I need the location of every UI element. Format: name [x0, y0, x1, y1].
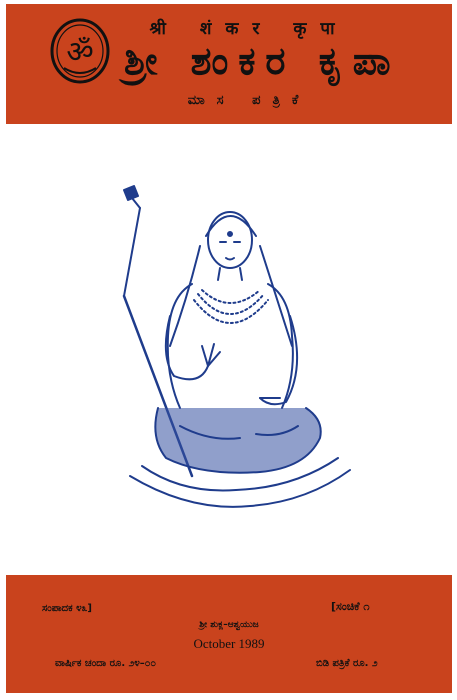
emblem-glyph: ॐ — [66, 35, 94, 70]
hindi-title: श्री शंकर कृपा — [149, 19, 349, 39]
editor-label: ಸಂಪಾದಕ ೪೩] — [42, 603, 92, 614]
annual-subscription: ವಾರ್ಷಿಕ ಚಂದಾ ರೂ. ೨೪–೦೦ — [55, 658, 156, 669]
kannada-subtitle: ಮಾಸ ಪತ್ರಿಕೆ — [187, 93, 311, 108]
masthead — [6, 4, 452, 124]
issue-label: [ಸಂಚಿಕೆ ೧ — [331, 600, 370, 613]
kannada-title: ಶ್ರೀ ಶಂಕರ ಕೃಪಾ — [124, 39, 401, 83]
issue-date: October 1989 — [193, 636, 265, 651]
era-text: ಶ್ರೀ ಶುಕ್ಲ–ಆಶ್ವಯುಜ — [199, 620, 259, 630]
shankaracharya-portrait — [110, 176, 360, 516]
single-copy-price: ಬಿಡಿ ಪತ್ರಿಕೆ ರೂ. ೨ — [316, 658, 378, 669]
footer-band — [6, 575, 452, 693]
